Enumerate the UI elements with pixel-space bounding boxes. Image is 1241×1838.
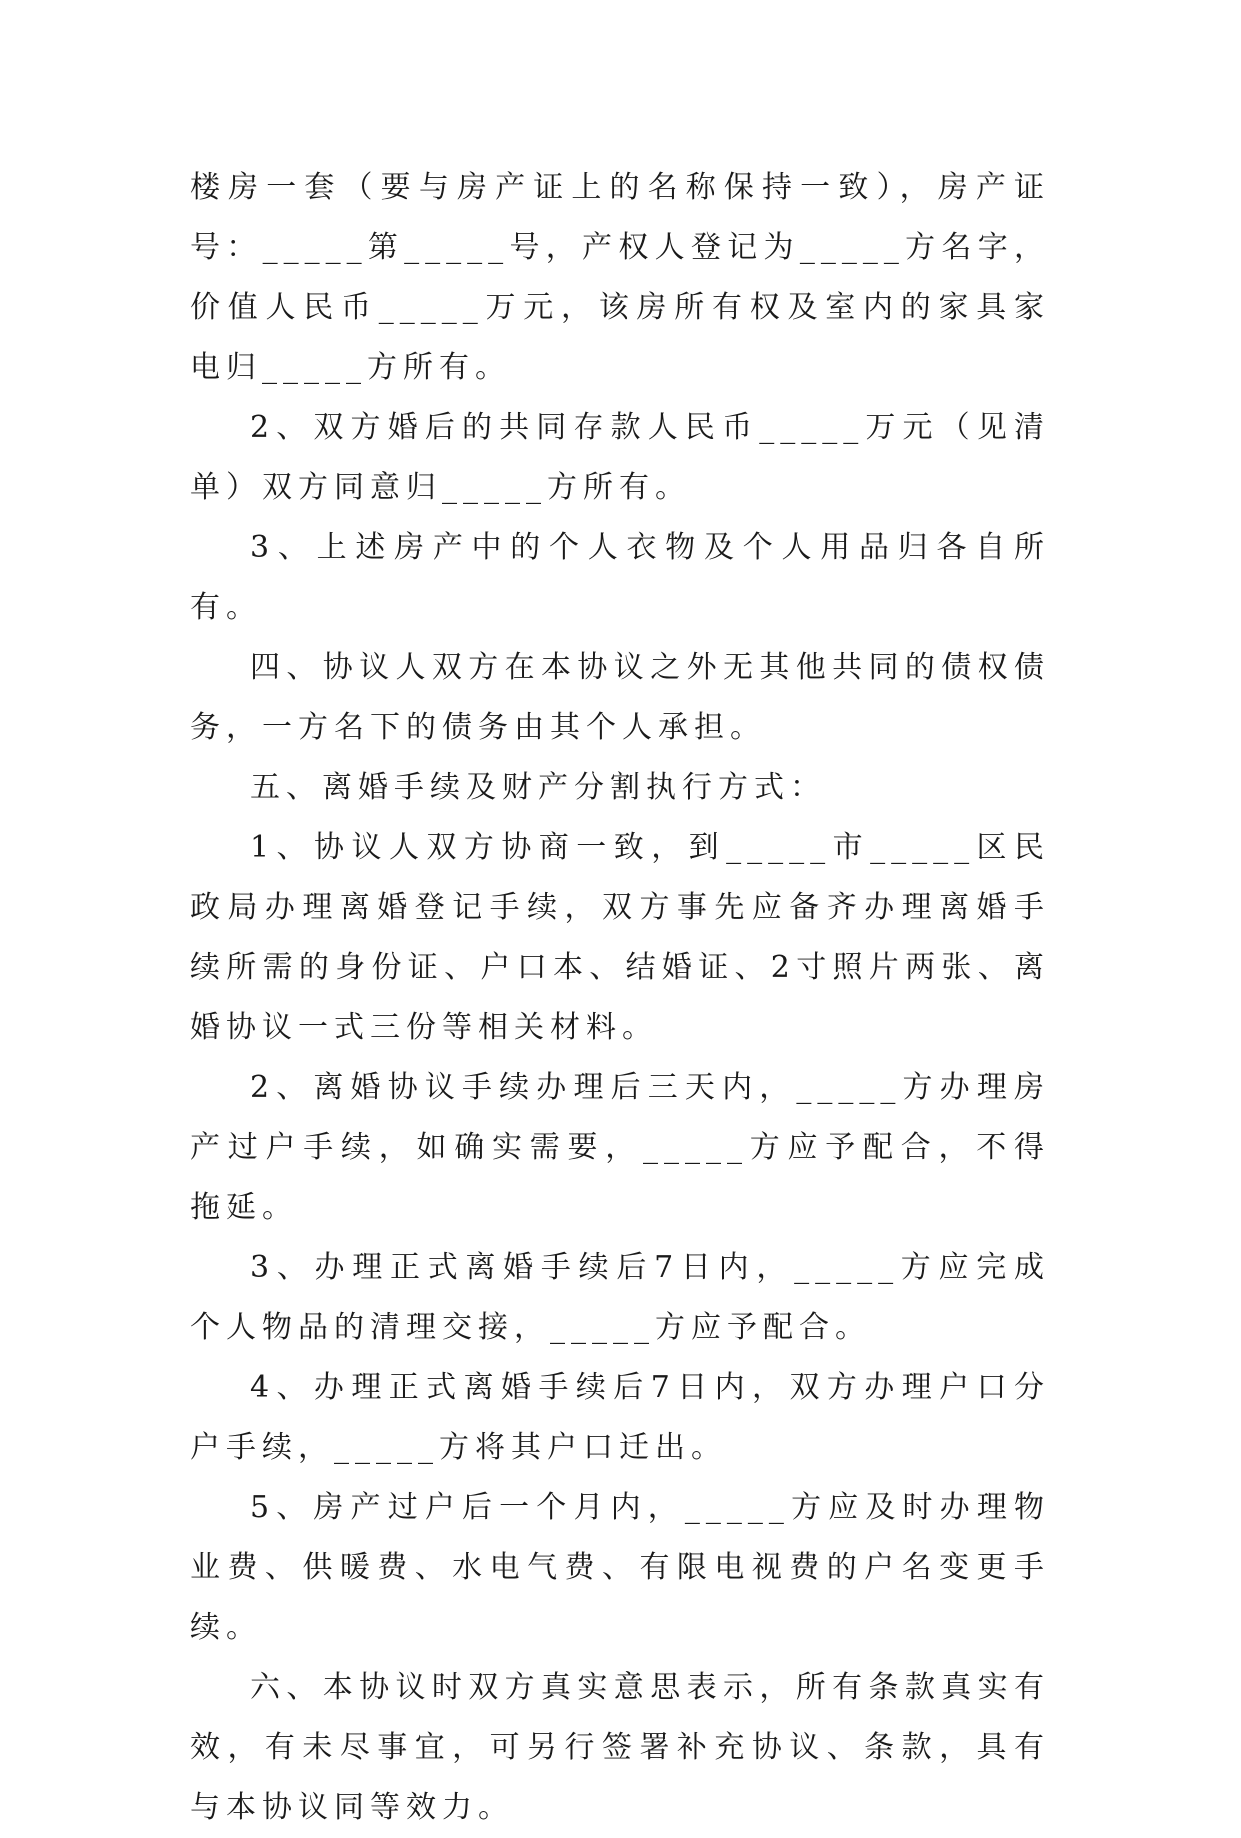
paragraph-property-transfer: 2、离婚协议手续办理后三天内，_____方办理房产过户手续，如确实需要，_____方应予配合，不得拖延。: [190, 1070, 1050, 1225]
paragraph-joint-savings: 2、双方婚后的共同存款人民币_____万元（见清单）双方同意归_____方所有。: [190, 410, 1050, 505]
paragraph-section-five-heading: 五、离婚手续及财产分割执行方式：: [250, 770, 826, 805]
paragraph-section-four-debts: 四、协议人双方在本协议之外无其他共同的债权债务，一方名下的债务由其个人承担。: [190, 650, 1050, 745]
paragraph-item-handover: 3、办理正式离婚手续后7日内，_____方应完成个人物品的清理交接，_____方应予配合。: [190, 1250, 1050, 1345]
paragraph-personal-items: 3、上述房产中的个人衣物及个人用品归各自所有。: [190, 530, 1050, 625]
paragraph-divorce-registration: 1、协议人双方协商一致，到_____市_____区民政局办理离婚登记手续，双方事先应备齐办理离婚手续所需的身份证、户口本、结婚证、2寸照片两张、离婚协议一式三份等相关材料。: [190, 830, 1050, 1045]
paragraph-household-registration: 4、办理正式离婚手续后7日内，双方办理户口分户手续，_____方将其户口迁出。: [190, 1370, 1050, 1465]
paragraph-section-six-validity: 六、本协议时双方真实意思表示，所有条款真实有效，有未尽事宜，可另行签署补充协议、条款，具有与本协议同等效力。: [190, 1670, 1050, 1825]
paragraph-property-house: 楼房一套（要与房产证上的名称保持一致），房产证号：_____第_____号，产权人登记为_____方名字，价值人民币_____万元，该房所有权及室内的家具家电归_____方所有。: [190, 170, 1050, 385]
document-body: [190, 158, 1050, 1838]
paragraph-utility-name-change: 5、房产过户后一个月内，_____方应及时办理物业费、供暖费、水电气费、有限电视费的户名变更手续。: [190, 1490, 1050, 1645]
